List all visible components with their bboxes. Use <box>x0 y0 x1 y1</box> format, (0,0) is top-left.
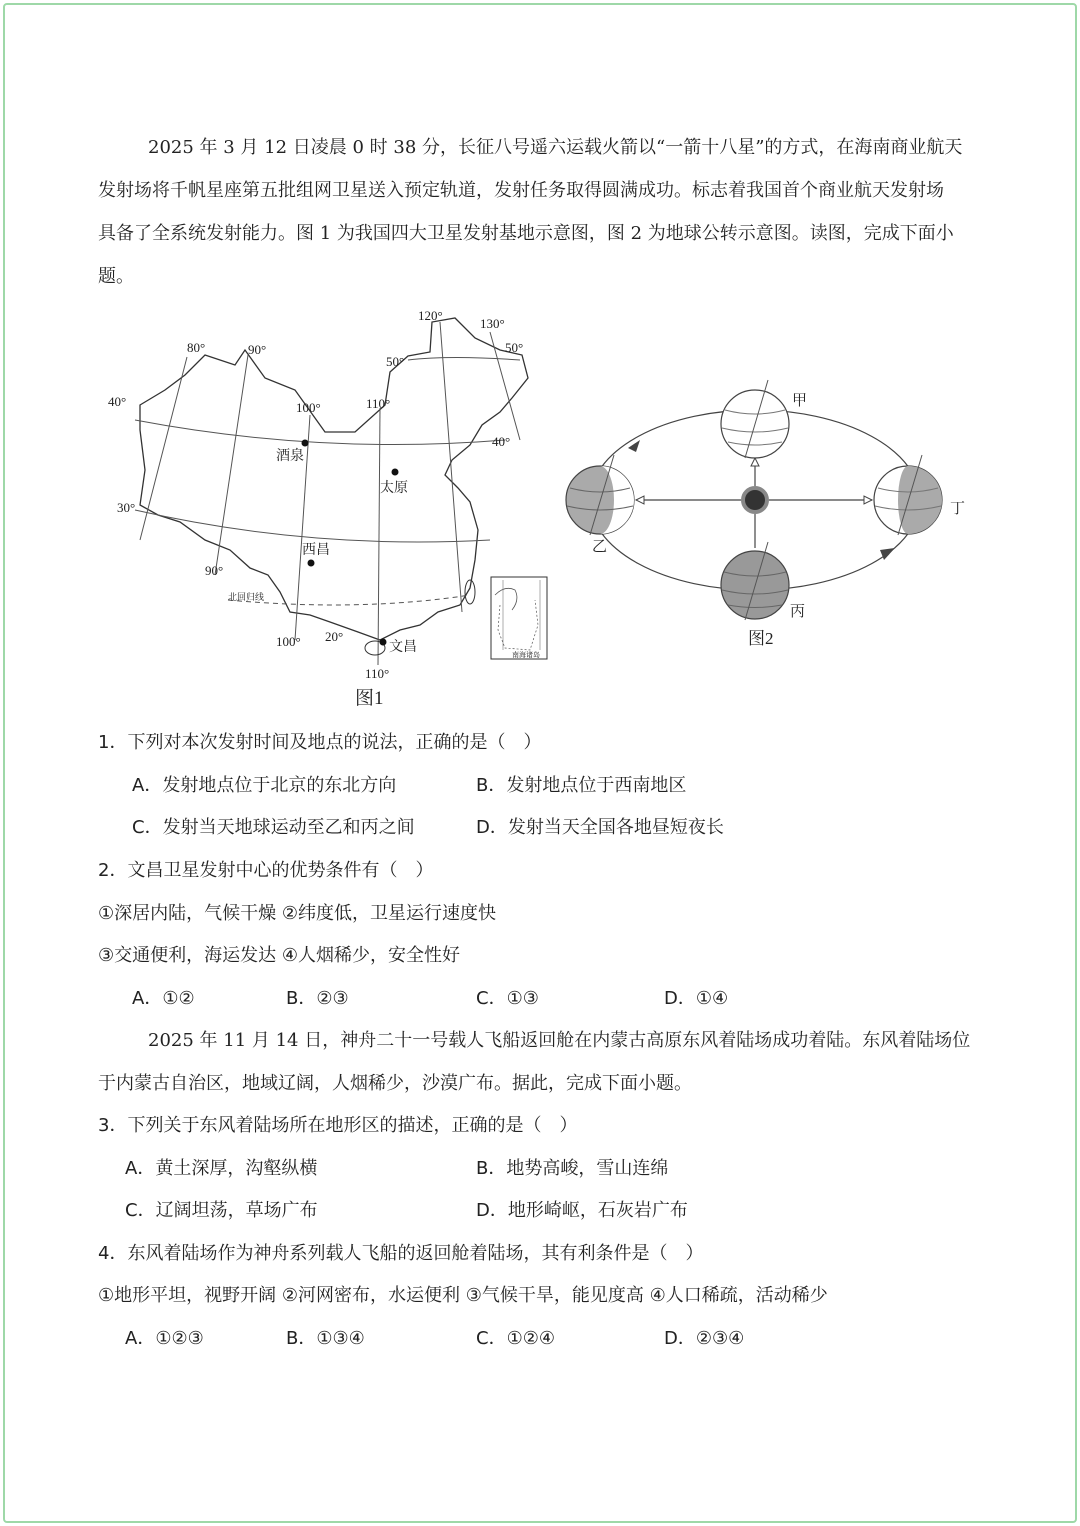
q1-stem: 1．下列对本次发射时间及地点的说法，正确的是（ ） <box>98 732 542 753</box>
arrow-right <box>864 496 872 504</box>
lon-110 <box>378 408 380 665</box>
label-yi: 乙 <box>592 539 608 555</box>
taiwan-island <box>465 580 475 604</box>
label-120: 120° <box>418 308 443 323</box>
wenchang-dot <box>380 639 387 646</box>
q4-items: ①地形平坦，视野开阔 ②河网密布，水运便利 ③气候干旱，能见度高 ④人口稀疏，活动稀少 <box>98 1285 828 1306</box>
intro1-line-4: 题。 <box>98 266 134 287</box>
intro1-line-3: 具备了全系统发射能力。图 1 为我国四大卫星发射基地示意图，图 2 为地球公转示意图。读图，完成下面小 <box>98 223 954 244</box>
lon-120 <box>440 322 462 612</box>
lat-50 <box>408 358 520 361</box>
q4-stem: 4．东风着陆场作为神舟系列载人飞船的返回舱着陆场，其有利条件是（ ） <box>98 1243 704 1264</box>
label-130: 130° <box>480 316 505 331</box>
q4-option-a[interactable]: A．①②③ <box>125 1328 204 1349</box>
lon-80 <box>140 357 187 540</box>
q2-option-d[interactable]: D．①④ <box>664 988 729 1009</box>
q4-option-d[interactable]: D．②③④ <box>664 1328 745 1349</box>
earth-bing <box>721 542 789 620</box>
arrow-up <box>751 458 759 466</box>
q2-option-c[interactable]: C．①③ <box>476 988 539 1009</box>
xichang-dot <box>308 560 315 567</box>
intro2-line-1: 2025 年 11 月 14 日，神舟二十一号载人飞船返回舱在内蒙古高原东风着陆场成功着陆。东风着陆场位 <box>148 1030 971 1051</box>
q3-option-d[interactable]: D．地形崎岖，石灰岩广布 <box>476 1200 688 1221</box>
wenchang-label: 文昌 <box>389 640 417 655</box>
label-100-top: 100° <box>296 400 321 415</box>
figure1-caption: 图1 <box>355 688 384 709</box>
label-40-right: 40° <box>492 434 511 449</box>
q2-stem: 2．文昌卫星发射中心的优势条件有（ ） <box>98 860 434 881</box>
intro1-line-2: 发射场将千帆星座第五批组网卫星送入预定轨道，发射任务取得圆满成功。标志着我国首个商业航天发射场 <box>98 180 944 201</box>
q3-option-b[interactable]: B．地势高峻，雪山连绵 <box>476 1158 669 1179</box>
china-outline <box>140 318 528 640</box>
earth-jia <box>721 380 789 458</box>
q4-option-c[interactable]: C．①②④ <box>476 1328 555 1349</box>
taiyuan-label: 太原 <box>380 481 408 496</box>
label-80: 80° <box>187 340 206 355</box>
q2-option-b[interactable]: B．②③ <box>286 988 349 1009</box>
inset-label: 南海诸岛 <box>512 651 540 659</box>
sun <box>743 488 767 512</box>
label-50-left: 50° <box>386 354 405 369</box>
arrow-left <box>636 496 644 504</box>
xichang-label: 西昌 <box>302 543 330 558</box>
taiyuan-dot <box>392 469 399 476</box>
label-40-left: 40° <box>108 394 127 409</box>
intro2-line-2: 于内蒙古自治区，地域辽阔，人烟稀少，沙漠广布。据此，完成下面小题。 <box>98 1073 692 1094</box>
jiuquan-label: 酒泉 <box>276 449 304 464</box>
q4-option-b[interactable]: B．①③④ <box>286 1328 365 1349</box>
label-30: 30° <box>117 500 136 515</box>
intro1-line-1: 2025 年 3 月 12 日凌晨 0 时 38 分，长征八号遥六运载火箭以“一箭十八星”的方式，在海南商业航天 <box>148 137 963 158</box>
label-100-bottom: 100° <box>276 634 301 649</box>
label-20: 20° <box>325 629 344 644</box>
label-ding: 丁 <box>950 501 966 517</box>
q3-option-a[interactable]: A．黄土深厚，沟壑纵横 <box>125 1158 318 1179</box>
label-90-top: 90° <box>248 342 267 357</box>
label-jia: 甲 <box>792 393 808 409</box>
earth-ding <box>874 455 942 535</box>
q3-option-c[interactable]: C．辽阔坦荡，草场广布 <box>125 1200 318 1221</box>
lat-30 <box>135 510 490 542</box>
figure2-caption: 图2 <box>748 629 774 648</box>
q1-option-c[interactable]: C．发射当天地球运动至乙和丙之间 <box>132 817 415 838</box>
figure2-earth-orbit <box>560 370 980 660</box>
q1-option-d[interactable]: D．发射当天全国各地昼短夜长 <box>476 817 724 838</box>
label-50-right: 50° <box>505 340 524 355</box>
label-110-bottom: 110° <box>365 666 390 681</box>
earth-yi <box>566 455 634 535</box>
label-90-bottom: 90° <box>205 563 224 578</box>
label-bing: 丙 <box>790 604 806 620</box>
jiuquan-dot <box>302 440 309 447</box>
figure1-china-map <box>100 300 560 720</box>
q1-option-b[interactable]: B．发射地点位于西南地区 <box>476 775 687 796</box>
orbit-arrow-2 <box>880 548 895 560</box>
q2-items-2: ③交通便利，海运发达 ④人烟稀少，安全性好 <box>98 945 460 966</box>
label-110-top: 110° <box>366 396 391 411</box>
south-sea-inset <box>491 577 547 659</box>
q2-option-a[interactable]: A．①② <box>132 988 195 1009</box>
q1-option-a[interactable]: A．发射地点位于北京的东北方向 <box>132 775 397 796</box>
q3-stem: 3．下列关于东风着陆场所在地形区的描述，正确的是（ ） <box>98 1115 578 1136</box>
lon-90 <box>215 355 248 575</box>
q2-items-1: ①深居内陆，气候干燥 ②纬度低，卫星运行速度快 <box>98 903 496 924</box>
tropic-label: 北回归线 <box>228 592 265 602</box>
tropic-line <box>228 595 470 605</box>
